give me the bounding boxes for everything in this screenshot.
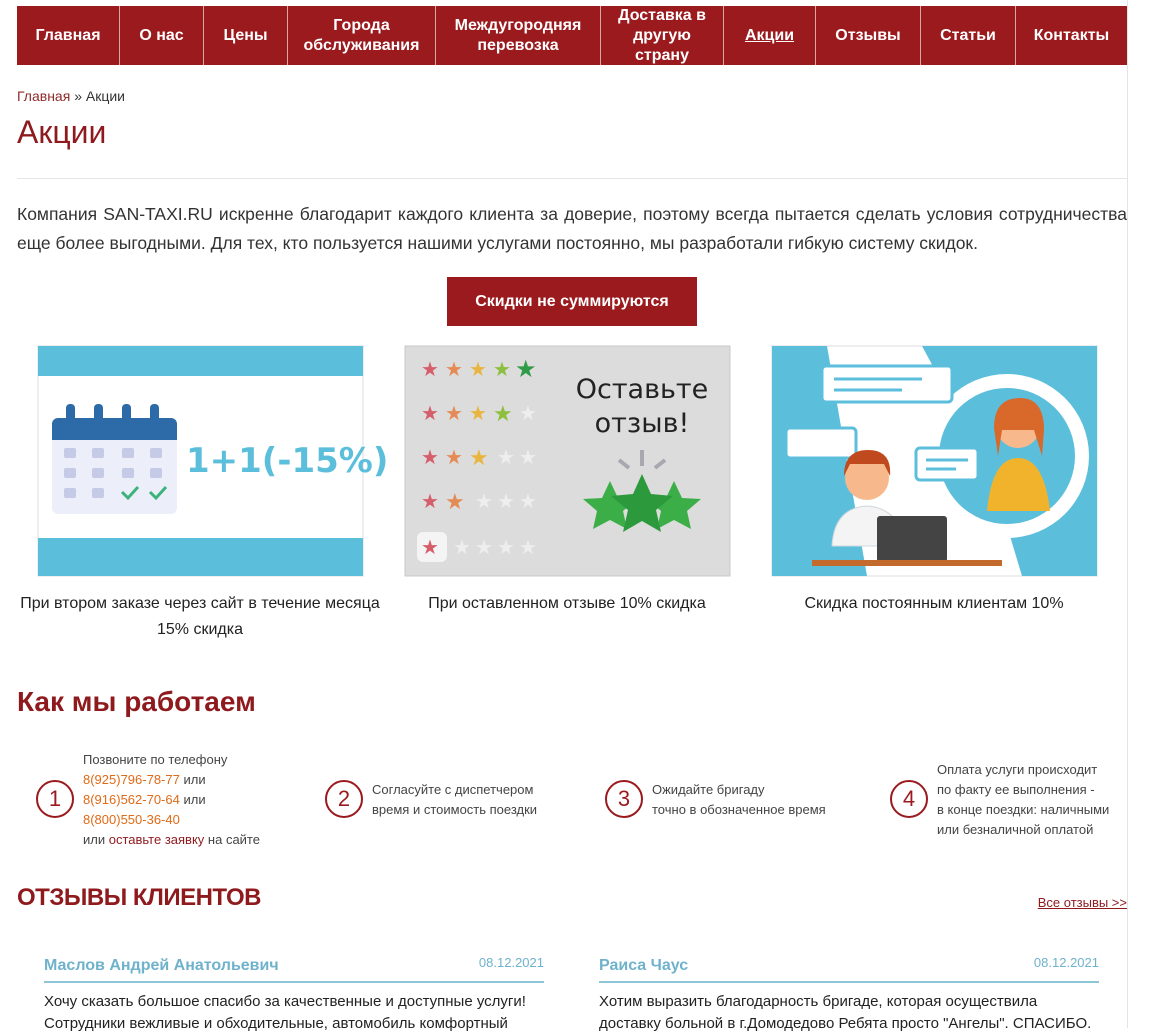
svg-text:★: ★: [421, 535, 439, 559]
phone-link-1[interactable]: 8(925)796-78-77: [83, 772, 180, 787]
calendar-discount-illustration: [38, 346, 389, 576]
nav-item-reviews[interactable]: [816, 6, 921, 65]
svg-text:★: ★: [497, 445, 515, 469]
promo-caption-second-order: При втором заказе через сайт в течение месяца 15% скидка: [20, 595, 380, 638]
or-text: или: [183, 772, 206, 787]
discounts-not-cumulative-button[interactable]: Скидки не суммируются: [447, 277, 697, 326]
step-2-line-1: Согласуйте с диспетчером: [372, 782, 534, 797]
svg-text:★: ★: [497, 535, 515, 559]
step-4-line-4: или безналичной оплатой: [937, 822, 1094, 837]
svg-text:★: ★: [519, 445, 537, 469]
svg-text:★: ★: [445, 490, 465, 515]
step-1-line: Позвоните по телефону: [83, 752, 228, 767]
step-4-text: [937, 760, 1127, 840]
svg-text:★: ★: [469, 357, 487, 381]
nav-item-cities[interactable]: [288, 6, 436, 65]
step-3-line-2: точно в обозначенное время: [652, 802, 826, 817]
nav-item-label: Города обслуживания: [303, 16, 420, 54]
step-2-line-2: время и стоимость поездки: [372, 802, 538, 817]
svg-text:★: ★: [421, 489, 439, 513]
leave-request-link[interactable]: оставьте заявку: [108, 832, 205, 847]
nav-item-home[interactable]: [17, 6, 120, 65]
how-we-work-title: Как мы работаем: [17, 686, 256, 717]
nav-item-intercity[interactable]: [436, 6, 601, 65]
page-title: Акции: [17, 114, 107, 150]
svg-text:★: ★: [475, 535, 493, 559]
svg-text:★: ★: [421, 401, 439, 425]
svg-text:★: ★: [445, 445, 463, 469]
promo-discount-text: 1+1(-15%): [186, 441, 389, 481]
nav-item-abroad[interactable]: [601, 6, 724, 65]
phone-link-3[interactable]: 8(800)550-36-40: [83, 812, 180, 827]
step-1-tail: на сайте: [207, 832, 260, 847]
breadcrumb-current: Акции: [85, 88, 125, 104]
svg-text:★: ★: [493, 357, 511, 381]
nav-item-label: Контакты: [1033, 26, 1110, 44]
review-text: Хочу сказать большое спасибо за качественные и доступные услуги! Сотрудники вежливые и обходительные, автомобиль комфортный: [44, 993, 526, 1032]
step-4-line-2: по факту ее выполнения -: [937, 782, 1095, 797]
promo-review-text: отзыв!: [594, 408, 690, 439]
svg-text:★: ★: [515, 355, 537, 383]
step-4-line-1: Оплата услуги происходит: [937, 762, 1098, 777]
nav-item-contacts[interactable]: [1016, 6, 1127, 65]
svg-text:★: ★: [421, 445, 439, 469]
promo-leave-text: Оставьте: [575, 374, 709, 405]
breadcrumb-home-link[interactable]: Главная: [17, 88, 71, 104]
nav-item-label: Главная: [35, 26, 101, 44]
svg-text:★: ★: [519, 489, 537, 513]
intro-text: Компания SAN-TAXI.RU искренне благодарит каждого клиента за доверие, поэтому всегда пытается сделать условия сотрудничества еще более выгодными. Для тех, кто пользуется нашими услугами постоянно, мы разработали гибкую систему скидок.: [17, 204, 1127, 253]
or-text: или: [183, 792, 206, 807]
svg-text:★: ★: [453, 535, 471, 559]
review-date: 08.12.2021: [478, 955, 544, 970]
nav-item-label: Статьи: [940, 26, 996, 44]
step-number-2: 2: [325, 780, 363, 818]
promo-caption-review: При оставленном отзыве 10% скидка: [428, 595, 706, 612]
review-header: [599, 955, 1099, 983]
svg-text:★: ★: [519, 401, 537, 425]
breadcrumb-separator: »: [74, 88, 82, 104]
review-card: [44, 955, 544, 1035]
scrollbar-track[interactable]: [1127, 0, 1152, 1028]
nav-item-label: О нас: [139, 26, 184, 44]
main-nav: [17, 6, 1127, 65]
nav-item-promotions[interactable]: [724, 6, 816, 65]
nav-item-label: Доставка в другую страну: [618, 6, 706, 64]
step-3-line-1: Ожидайте бригаду: [652, 782, 765, 797]
svg-text:★: ★: [469, 401, 487, 425]
review-header: [44, 955, 544, 983]
or-text: или: [83, 832, 106, 847]
nav-item-label: Отзывы: [835, 26, 901, 44]
breadcrumb: [17, 88, 125, 104]
step-4-line-3: в конце поездки: наличными: [937, 802, 1110, 817]
svg-text:★: ★: [469, 446, 489, 471]
svg-text:★: ★: [421, 357, 439, 381]
phone-link-2[interactable]: 8(916)562-70-64: [83, 792, 180, 807]
svg-text:★: ★: [475, 489, 493, 513]
svg-text:★: ★: [493, 402, 513, 427]
nav-item-label: Акции: [744, 26, 795, 44]
svg-text:★: ★: [497, 489, 515, 513]
svg-text:★: ★: [519, 535, 537, 559]
promo-image-second-order: [38, 346, 389, 576]
all-reviews-link[interactable]: Все отзывы >>: [1037, 895, 1127, 910]
nav-item-label: Цены: [223, 26, 268, 44]
promo-image-review: [405, 346, 730, 576]
step-2-text: [372, 780, 602, 820]
reviews-title: ОТЗЫВЫ КЛИЕНТОВ: [17, 884, 261, 911]
promo-image-regular-clients: [772, 346, 1097, 576]
review-text: Хотим выразить благодарность бригаде, которая осуществила доставку больной в г.Домодедово Ребята просто "Ангелы". СПАСИБО.: [599, 993, 1092, 1032]
step-number-4: 4: [890, 780, 928, 818]
nav-item-about[interactable]: [120, 6, 204, 65]
svg-text:★: ★: [445, 357, 463, 381]
review-author[interactable]: Маслов Андрей Анатольевич: [44, 957, 279, 974]
call-center-illustration: [772, 346, 1097, 576]
nav-item-prices[interactable]: [204, 6, 288, 65]
step-number-1: 1: [36, 780, 74, 818]
divider: [17, 178, 1127, 179]
step-3-text: [652, 780, 882, 820]
review-stars-illustration: [405, 346, 730, 576]
promo-caption-regular-clients: Скидка постоянным клиентам 10%: [804, 595, 1064, 612]
step-1-text: [83, 750, 313, 850]
review-card: [599, 955, 1099, 1035]
nav-item-articles[interactable]: [921, 6, 1016, 65]
step-number-3: 3: [605, 780, 643, 818]
review-author[interactable]: Раиса Чаус: [599, 957, 689, 974]
review-date: 08.12.2021: [1033, 955, 1099, 970]
nav-item-label: Междугородняя перевозка: [454, 16, 582, 54]
svg-text:★: ★: [445, 401, 463, 425]
